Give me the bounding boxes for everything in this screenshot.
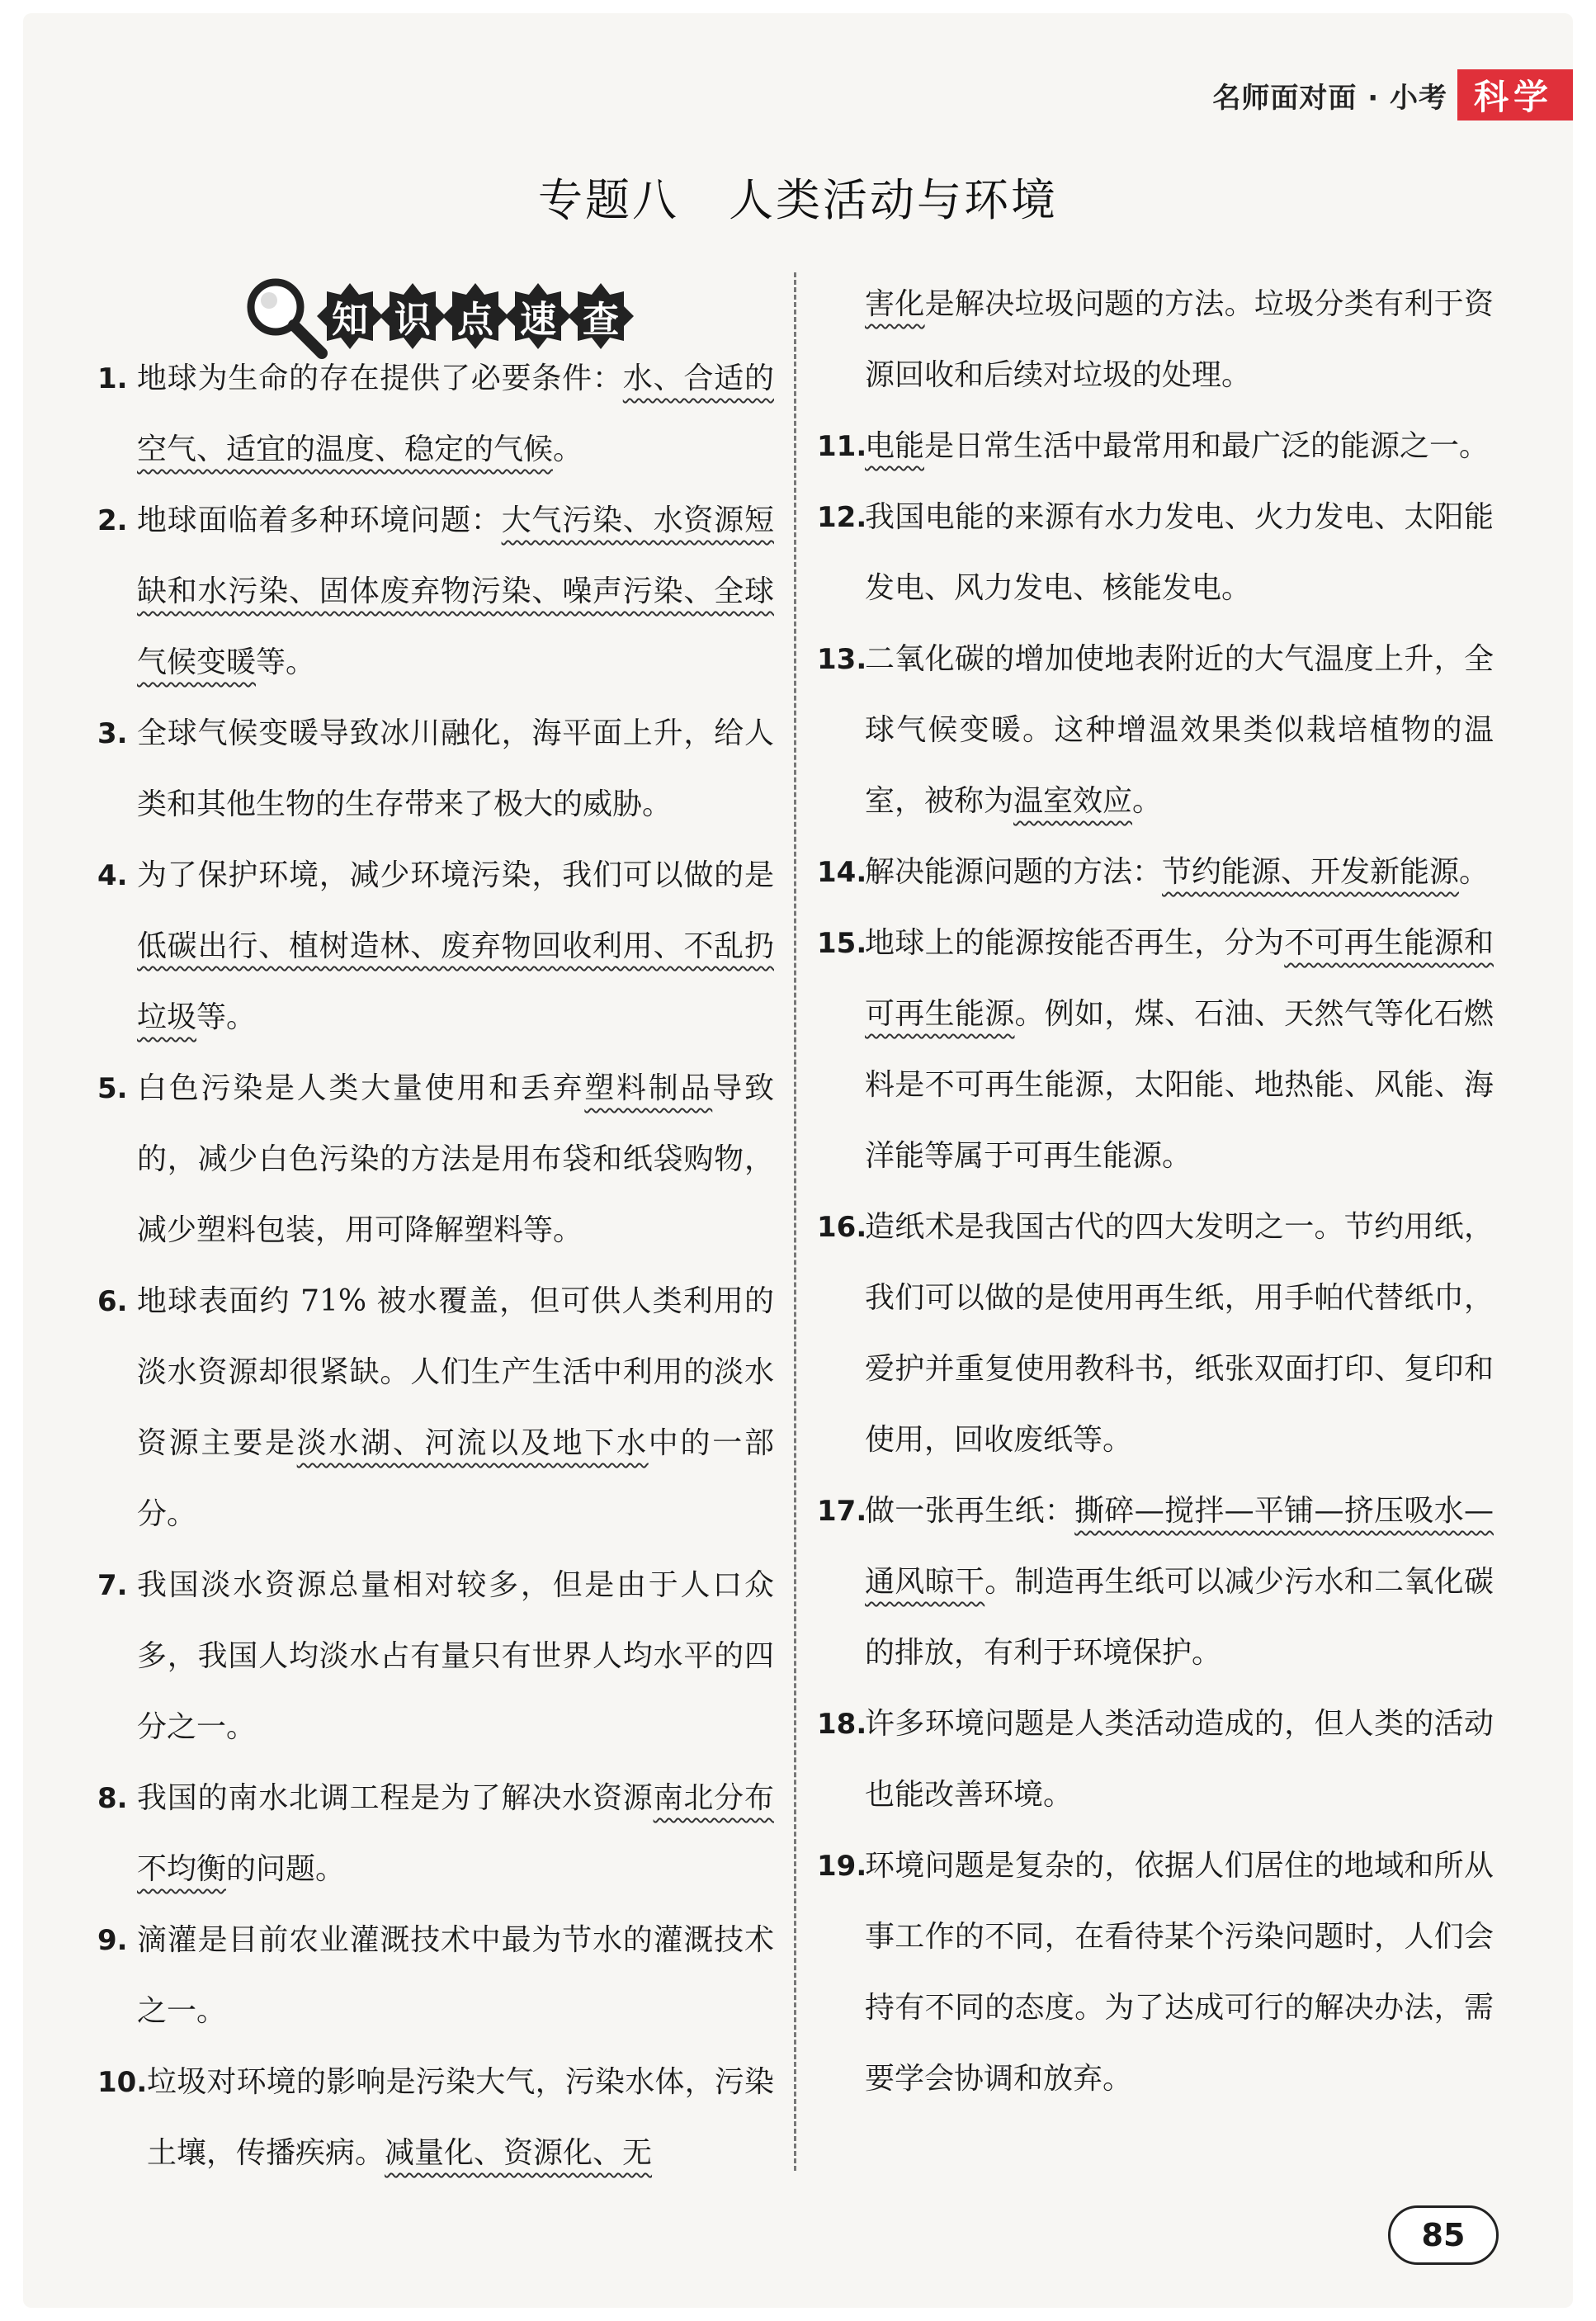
banner-badge: 查 [566, 281, 635, 351]
title-main: 人类活动与环境 [729, 174, 1058, 226]
title-topic: 专题八 [538, 174, 679, 226]
subject-tag: 科学 [1457, 69, 1573, 121]
key-point: 低碳出行、植树造林、废弃物回收利用、不乱扔垃圾 [137, 929, 774, 1034]
banner-badge: 速 [503, 281, 573, 351]
banner-badge: 知 [315, 281, 385, 351]
list-item: 14. 解决能源问题的方法：节约能源、开发新能源。 [817, 855, 1490, 889]
list-item: 17. 做一张再生纸：撕碎—搅拌—平铺—挤压吸水—通风晾干。制造再生纸可以减少污水和二氧化碳的排放，有利于环境保护。 [817, 1494, 1494, 1670]
list-item: 8. 我国的南水北调工程是为了解决水资源南北分布不均衡的问题。 [97, 1781, 774, 1886]
list-item-continued: 害化是解决垃圾问题的方法。垃圾分类有利于资源回收和后续对垃圾的处理。 [865, 287, 1494, 392]
key-point: 节约能源、开发新能源 [1162, 855, 1460, 889]
key-point: 水、合适的空气、适宜的温度、稳定的气候 [137, 362, 774, 466]
key-point: 塑料制品 [584, 1071, 713, 1105]
list-item: 10. 垃圾对环境的影响是污染大气，污染水体，污染土壤，传播疾病。减量化、资源化、无 [97, 2065, 774, 2170]
key-point: 电能 [865, 429, 925, 463]
key-point: 大气污染、水资源短缺和水污染、固体废弃物污染、噪声污染、全球气候变暖 [137, 503, 774, 679]
key-point: 南北分布不均衡 [137, 1781, 774, 1886]
list-item: 18. 许多环境问题是人类活动造成的，但人类的活动也能改善环境。 [817, 1707, 1494, 1812]
list-item: 15. 地球上的能源按能否再生，分为不可再生能源和可再生能源。例如，煤、石油、天然气等化石燃料是不可再生能源，太阳能、地热能、风能、海洋能等属于可再生能源。 [817, 926, 1494, 1173]
list-item: 1. 地球为生命的存在提供了必要条件：水、合适的空气、适宜的温度、稳定的气候。 [97, 362, 774, 466]
banner-badge: 识 [378, 281, 447, 351]
left-column [97, 343, 774, 2189]
key-point: 淡水湖、河流以及地下水 [296, 1426, 649, 1460]
page-number: 85 [1388, 2205, 1499, 2265]
list-item: 19. 环境问题是复杂的，依据人们居住的地域和所从事工作的不同，在看待某个污染问题时，人们会持有不同的态度。为了达成可行的解决办法，需要学会协调和放弃。 [817, 1849, 1494, 2096]
list-item: 6. 地球表面约 71% 被水覆盖，但可供人类利用的淡水资源却很紧缺。人们生产生活中利用的淡水资源主要是淡水湖、河流以及地下水中的一部分。 [97, 1284, 774, 1531]
list-item: 3. 全球气候变暖导致冰川融化，海平面上升，给人类和其他生物的生存带来了极大的威胁。 [97, 716, 774, 821]
list-item: 13. 二氧化碳的增加使地表附近的大气温度上升，全球气候变暖。这种增温效果类似栽培植物的温室，被称为温室效应。 [817, 642, 1494, 818]
key-point: 不可再生能源和可再生能源 [865, 926, 1494, 1031]
list-item: 12. 我国电能的来源有水力发电、火力发电、太阳能发电、风力发电、核能发电。 [817, 500, 1494, 605]
list-item: 11. 电能是日常生活中最常用和最广泛的能源之一。 [817, 429, 1490, 463]
key-point: 撕碎—搅拌—平铺—挤压吸水—通风晾干 [865, 1494, 1494, 1599]
key-point: 减量化、资源化、无 [385, 2136, 653, 2170]
right-column [817, 269, 1494, 2115]
banner-badge: 点 [441, 281, 510, 351]
column-divider [794, 272, 796, 2171]
list-item: 5. 白色污染是人类大量使用和丢弃塑料制品导致的，减少白色污染的方法是用布袋和纸袋购物，减少塑料包装，用可降解塑料等。 [97, 1071, 774, 1247]
book-series: 名师面对面 · 小考 [1212, 81, 1447, 115]
list-item: 7. 我国淡水资源总量相对较多，但是由于人口众多，我国人均淡水占有量只有世界人均水平的四分之一。 [97, 1568, 774, 1744]
list-item: 16. 造纸术是我国古代的四大发明之一。节约用纸，我们可以做的是使用再生纸，用手帕代替纸巾，爱护并重复使用教科书，纸张双面打印、复印和使用，回收废纸等。 [817, 1210, 1494, 1457]
key-point: 害化 [865, 287, 925, 321]
page-title [0, 165, 1596, 229]
list-item: 4. 为了保护环境，减少环境污染，我们可以做的是低碳出行、植树造林、废弃物回收利用、不乱扔垃圾等。 [97, 858, 774, 1034]
list-item: 9. 滴灌是目前农业灌溉技术中最为节水的灌溉技术之一。 [97, 1923, 774, 2028]
key-point: 温室效应 [1013, 784, 1133, 818]
list-item: 2. 地球面临着多种环境问题：大气污染、水资源短缺和水污染、固体废弃物污染、噪声污染、全球气候变暖等。 [97, 503, 774, 679]
header [1212, 69, 1573, 121]
